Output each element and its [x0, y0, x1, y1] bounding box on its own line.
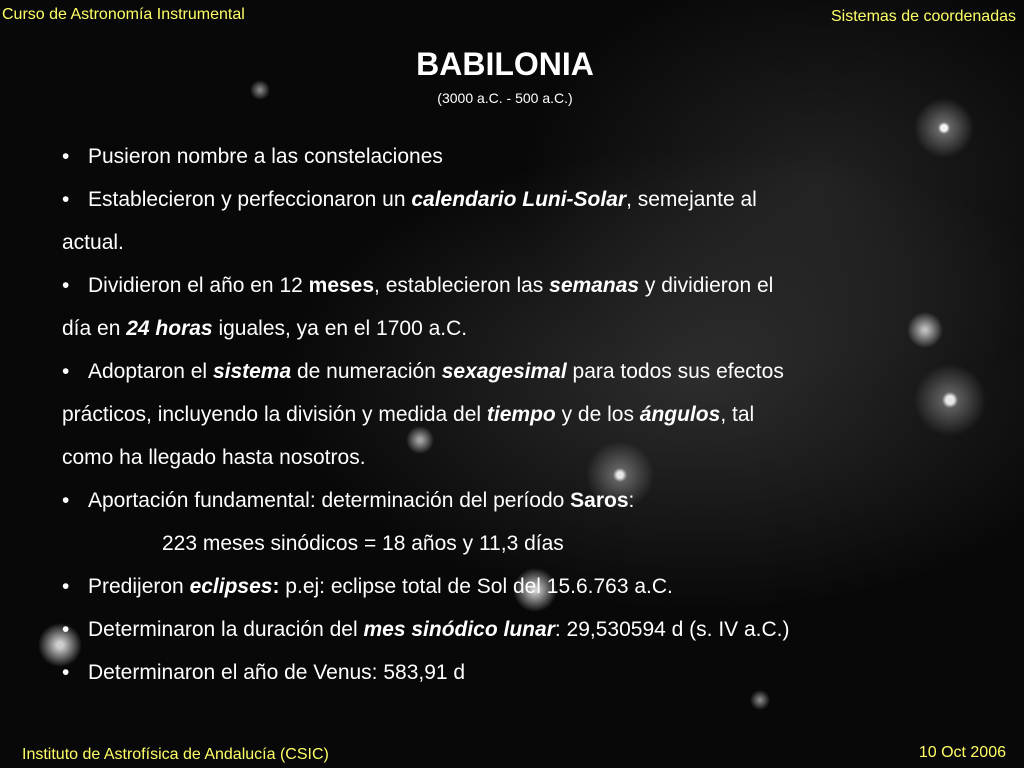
bullet-sexagesimal-continued-2: [62, 436, 962, 479]
bullet-icon: •: [62, 188, 70, 211]
bullet-synodic-month: [62, 608, 962, 651]
line-text: Adoptaron el: [88, 360, 213, 383]
line-text: para todos sus efectos: [566, 360, 784, 383]
line-text: iguales, ya en el 1700 a.C.: [212, 317, 468, 340]
bullet-saros: [62, 479, 962, 522]
emphasis-synodic-month: mes sinódico lunar: [363, 618, 555, 641]
bullet-calendar: [62, 178, 962, 221]
emphasis-calendar: calendario Luni-Solar: [411, 188, 627, 211]
line-text: : 29,530594 d (s. IV a.C.): [554, 618, 790, 641]
bullet-icon: •: [62, 618, 70, 641]
bullet-sexagesimal-continued: [62, 393, 962, 436]
line-text: Dividieron el año en 12: [88, 274, 309, 297]
bullet-icon: •: [62, 360, 70, 383]
bullet-year-division: [62, 264, 962, 307]
line-text: actual.: [62, 231, 124, 254]
emphasis-time: tiempo: [486, 403, 556, 426]
saros-formula: [62, 522, 962, 565]
section-title: Sistemas de coordenadas: [831, 8, 1016, 25]
line-text: , establecieron las: [374, 274, 550, 297]
emphasis-colon: :: [272, 575, 280, 598]
line-text: Establecieron y perfeccionaron un: [88, 188, 412, 211]
line-text: 223 meses sinódicos = 18 años y 11,3 días: [162, 532, 564, 555]
bullet-eclipses: [62, 565, 962, 608]
emphasis-weeks: semanas: [549, 274, 640, 297]
bullet-icon: •: [62, 575, 70, 598]
bullet-calendar-continued: [62, 221, 962, 264]
slide-title: BABILONIA: [416, 46, 594, 82]
line-text: y dividieron el: [639, 274, 774, 297]
emphasis-saros: Saros: [570, 489, 629, 512]
line-text: Determinaron la duración del: [88, 618, 364, 641]
bullet-venus-year: [62, 651, 962, 694]
bullet-constellations: [62, 135, 962, 178]
line-text: :: [628, 489, 635, 512]
emphasis-angles: ángulos: [639, 403, 721, 426]
bullet-sexagesimal: [62, 350, 962, 393]
line-text: Predijeron: [88, 575, 190, 598]
emphasis-sexagesimal: sexagesimal: [441, 360, 567, 383]
line-text: de numeración: [291, 360, 442, 383]
bullet-icon: •: [62, 145, 70, 168]
slide-content: [62, 135, 962, 694]
emphasis-system: sistema: [212, 360, 292, 383]
line-text: como ha llegado hasta nosotros.: [62, 446, 366, 469]
institution-name: Instituto de Astrofísica de Andalucía (CSIC): [22, 746, 329, 763]
bullet-icon: •: [62, 489, 70, 512]
slide-date: 10 Oct 2006: [918, 744, 1006, 761]
slide-subtitle: (3000 a.C. - 500 a.C.): [437, 90, 573, 106]
bullet-year-division-continued: [62, 307, 962, 350]
line-text: , tal: [720, 403, 755, 426]
line-text: prácticos, incluyendo la división y medida del: [62, 403, 487, 426]
line-text: Aportación fundamental: determinación del período: [88, 489, 571, 512]
emphasis-eclipses: eclipses: [189, 575, 273, 598]
line-text: y de los: [555, 403, 640, 426]
line-text: Determinaron el año de Venus: 583,91 d: [88, 661, 466, 684]
bullet-icon: •: [62, 661, 70, 684]
line-text: día en: [62, 317, 127, 340]
bullet-icon: •: [62, 274, 70, 297]
line-text: Pusieron nombre a las constelaciones: [88, 145, 443, 168]
course-title: Curso de Astronomía Instrumental: [2, 6, 245, 23]
line-text: , semejante al: [626, 188, 757, 211]
emphasis-hours: 24 horas: [126, 317, 213, 340]
emphasis-months: meses: [308, 274, 375, 297]
line-text: p.ej: eclipse total de Sol del 15.6.763 a.C.: [279, 575, 673, 598]
